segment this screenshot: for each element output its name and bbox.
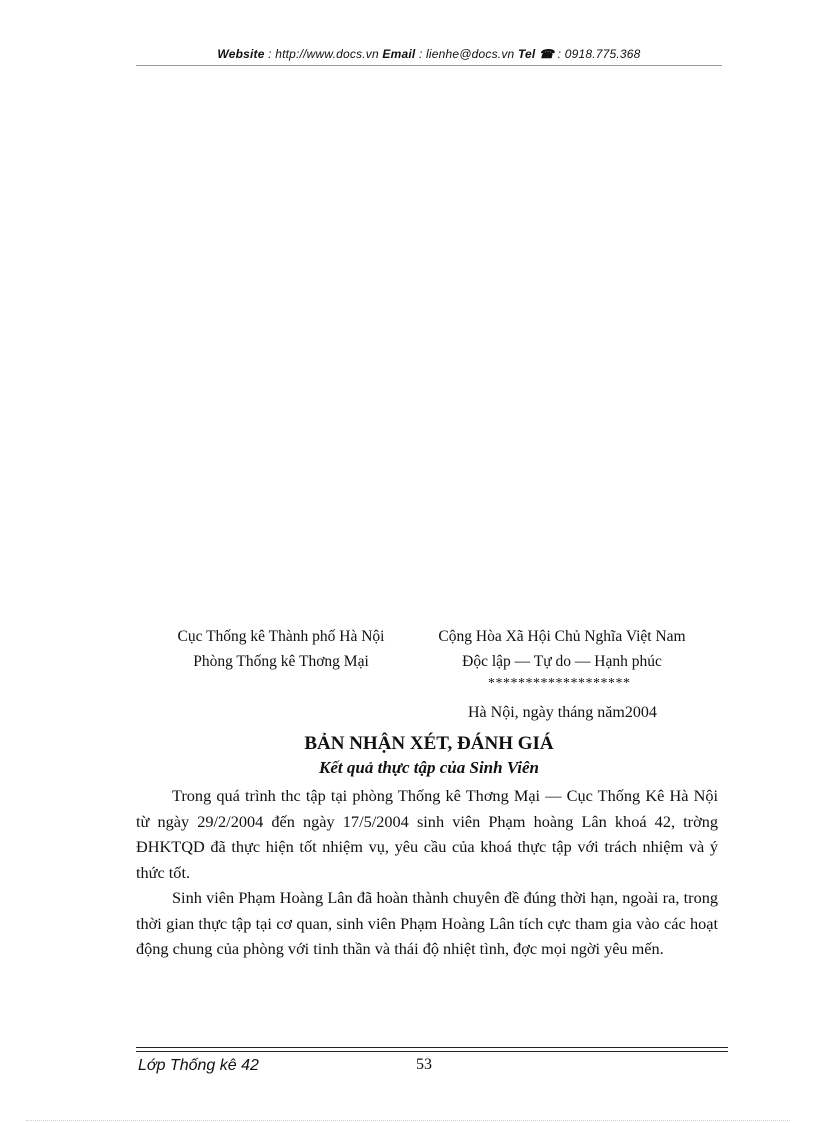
email-label: Email (382, 47, 416, 61)
paragraph-1: Trong quá trình thc tập tại phòng Thống kê Thơng Mại — Cục Thống Kê Hà Nội từ ngày 29/2/2004 đến ngày 17/5/2004 sinh viên Phạm hoàng Lân khoá 42, trờng ĐHKTQD đã thực hiện tốt nhiệm vụ, yêu cầu của khoá thực tập với trách nhiệm và ý thức tốt. (136, 786, 718, 882)
document-title: BẢN NHẬN XÉT, ĐÁNH GIÁ (304, 733, 554, 754)
footer-class-name: Lớp Thống kê 42 (138, 1057, 259, 1074)
footer-rule-top (136, 1047, 728, 1048)
date-line: Hà Nội, ngày tháng năm2004 (468, 704, 657, 721)
page-header (136, 47, 722, 61)
footer-rule-bottom (136, 1051, 728, 1052)
paragraph-2: Sinh viên Phạm Hoàng Lân đã hoàn thành chuyên đề đúng thời hạn, ngoài ra, trong thời gian thực tập tại cơ quan, sinh viên Phạm Hoàng Lân tích cực tham gia vào các hoạt động chung của phòng với tinh thần và thái độ nhiệt tình, đợc mọi ngời yêu mến. (136, 888, 718, 958)
body-text (136, 783, 718, 962)
agency-line-2: Phòng Thống kê Thơng Mại (193, 653, 369, 670)
website-value: : http://www.docs.vn (264, 47, 383, 61)
website-label: Website (217, 47, 265, 61)
page-number: 53 (416, 1056, 432, 1073)
agency-line-1: Cục Thống kê Thành phố Hà Nội (177, 628, 385, 645)
document-subtitle: Kết quả thực tập của Sinh Viên (319, 758, 539, 777)
email-value: : lienhe@docs.vn (415, 47, 518, 61)
phone-icon: ☎ (538, 47, 555, 61)
tel-value: : 0918.775.368 (554, 47, 641, 61)
motto-line-2: Độc lập — Tự do — Hạnh phúc (462, 653, 662, 670)
motto-stars: ******************* (488, 676, 631, 691)
tel-label: Tel (517, 47, 536, 61)
motto-line-1: Cộng Hòa Xã Hội Chủ Nghĩa Việt Nam (438, 628, 686, 645)
page-bottom-dotted-line (26, 1120, 790, 1121)
header-rule (136, 65, 722, 66)
